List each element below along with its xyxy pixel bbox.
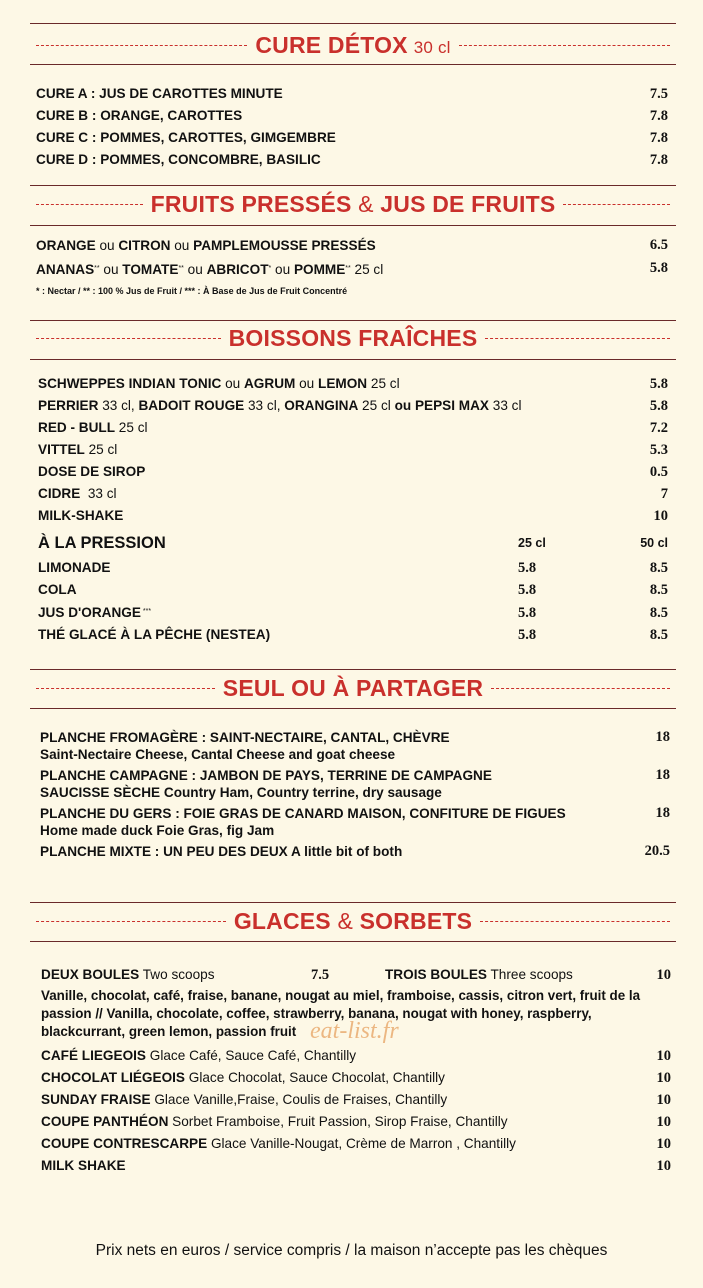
price-50: 8.5 [649,627,668,643]
fruits-title-amp: & [358,190,374,217]
item-price: 7.8 [649,152,668,168]
name-part: PEPSI MAX [411,398,489,413]
item-line: PLANCHE DU GERS : FOIE GRAS DE CANARD MAISON, CONFITURE DE FIGUES [40,806,566,821]
section-rule [30,225,676,226]
footnote-mark: ** [345,265,351,272]
cure-title: CURE DÉTOX [255,31,408,58]
item-name: CURE C : POMMES, CAROTTES, GIMGEMBRE [36,130,336,145]
item-volume: 33 cl [488,398,522,413]
name-part: PAMPLEMOUSSE PRESSÉS [193,238,376,253]
item-desc: Glace Vanille,Fraise, Coulis de Fraises, Chantilly [150,1092,448,1107]
price-50: 8.5 [649,604,668,621]
menu-item [38,373,668,395]
footnote-mark: ** [94,265,100,272]
pression-item [38,557,668,579]
dash-right [491,688,670,689]
name-part: ou [183,262,207,277]
item-price: 5.8 [649,260,668,276]
item-name: MILK-SHAKE [38,508,124,523]
item-price: 5.8 [649,398,668,414]
price-25: 5.8 [518,582,537,598]
menu-item [36,83,668,105]
menu-item [36,105,668,127]
dash-left [36,688,215,689]
glaces-title-b: SORBETS [359,907,473,934]
footnote-mark: *** [140,608,152,615]
pression-col-50: 50 cl [640,536,668,550]
footer-note: Prix nets en euros / service compris / la maison n’accepte pas les chèques [95,1242,608,1259]
section-title: SEUL OU À PARTAGER [222,674,484,701]
footnote-mark: ** [178,265,184,272]
cure-list [36,83,668,171]
glaces-title-amp: & [337,907,353,934]
item-name [41,1089,447,1111]
watermark: eat-list.fr [310,1018,399,1044]
section-rule [30,185,676,186]
name-part: ou [221,376,244,391]
item-price: 7.8 [649,130,668,146]
price-25: 5.8 [518,560,537,576]
menu-item [38,505,668,527]
item-name [36,257,383,281]
partager-header [36,673,670,703]
name-part: ou [271,262,294,277]
name-part: ou [170,238,194,253]
item-name [41,1045,356,1067]
section-title [226,908,480,935]
menu-item [41,1155,671,1177]
menu-item [38,483,668,505]
item-price: 6.5 [649,237,668,253]
glaces-header [36,906,670,936]
name-part: ORANGINA [284,398,359,413]
item-price: 18 [655,767,670,783]
section-rule [30,669,676,670]
section-title [247,32,458,59]
footnote: * : Nectar / ** : 100 % Jus de Fruit / *** : À Base de Jus de Fruit Concentré [36,286,348,296]
scoops-row [41,965,671,985]
item-price: 10 [656,1114,671,1130]
item-name: CURE D : POMMES, CONCOMBRE, BASILIC [36,152,321,167]
menu-item [38,395,668,417]
item-name [38,624,518,646]
menu-item [36,234,668,257]
item-name [38,601,518,624]
menu-item [40,767,670,801]
price-50: 8.5 [649,582,668,598]
item-name [40,767,492,801]
name-part: AGRUM [243,376,296,391]
item-line: PLANCHE CAMPAGNE : JAMBON DE PAYS, TERRINE DE CAMPAGNE [40,768,492,783]
name-part: ou [295,376,319,391]
name-part: LIMONADE [38,560,111,575]
item-name [38,373,400,395]
menu-item [41,1111,671,1133]
name-part: DEUX BOULES [41,967,140,982]
item-translation: Home made duck Foie Gras, fig Jam [40,823,275,838]
pression-item [38,601,668,624]
item-price: 7.8 [649,108,668,124]
section-title: BOISSONS FRAÎCHES [228,324,478,351]
pression-header [38,529,668,557]
trois-boules [385,965,657,985]
item-name [38,439,117,461]
item-name [38,579,518,601]
dash-right [480,921,670,922]
item-desc: Glace Chocolat, Sauce Chocolat, Chantilly [185,1070,445,1085]
name-part: CAFÉ LIEGEOIS [41,1048,146,1063]
menu-item [40,805,670,839]
item-name [38,395,521,417]
item-translation: Three scoops [486,967,573,982]
name-part: ANANAS [36,262,95,277]
item-price: 10 [656,1048,671,1064]
item-price: 5.8 [649,376,668,392]
name-part: BADOIT ROUGE [138,398,245,413]
item-translation [40,784,492,801]
name-part: PERRIER [38,398,99,413]
item-volume: 25 cl [358,398,395,413]
item-price: 10 [656,1070,671,1086]
item-price: 7.2 [649,420,668,436]
fruits-title-b: JUS DE FRUITS [380,190,556,217]
item-name: CURE A : JUS DE CAROTTES MINUTE [36,86,283,101]
glaces-list [41,965,671,1177]
section-title [143,191,564,218]
item-name [40,805,566,839]
item-name [41,1067,445,1089]
item-translation: Saint-Nectaire Cheese, Cantal Cheese and goat cheese [40,747,396,762]
name-part: SAUCISSE SÈCHE [40,785,161,800]
cure-volume: 30 cl [413,37,451,57]
name-part: ou [95,238,119,253]
pression-item [38,579,668,601]
name-part: ou [99,262,123,277]
section-rule [30,23,676,24]
section-rule [30,64,676,65]
pression-title: À LA PRESSION [38,534,166,552]
boissons-list [38,373,668,646]
item-name [41,1133,516,1155]
item-volume: 33 cl, [98,398,139,413]
item-volume: 33 cl, [244,398,285,413]
name-part: SUNDAY FRAISE [41,1092,151,1107]
deux-boules [41,965,311,985]
name-part: COLA [38,582,77,597]
section-rule [30,941,676,942]
item-name [38,483,117,505]
menu-item [40,843,670,860]
item-name [40,729,450,763]
dash-right [563,204,670,205]
dash-left [36,204,143,205]
menu-item [41,1133,671,1155]
item-name: CURE B : ORANGE, CAROTTES [36,108,243,123]
name-part: CHOCOLAT LIÉGEOIS [41,1070,185,1085]
glaces-title-a: GLACES [233,907,331,934]
dash-left [36,338,221,339]
menu-item [36,257,668,281]
menu-item [41,1089,671,1111]
cure-header [36,30,670,60]
name-part: COUPE CONTRESCARPE [41,1136,208,1151]
fruits-list [36,234,668,299]
name-part: JUS D'ORANGE [38,605,141,620]
name-part: ou [394,398,412,413]
item-desc: Glace Vanille-Nougat, Crème de Marron , Chantilly [207,1136,516,1151]
item-translation: Two scoops [139,967,215,982]
name-part: MILK SHAKE [41,1158,126,1173]
item-price: 18 [655,729,670,745]
name-part: VITTEL [38,442,85,457]
name-part: THÉ GLACÉ À LA PÊCHE (NESTEA) [38,627,271,642]
flavor-list: Vanille, chocolat, café, fraise, banane, nougat au miel, framboise, cassis, citron vert, fruit de la passion // Vanilla, chocolate, coffee, strawberry, banana, nougat with honey, raspberry, blackcurrant, green lemon, passion fruit [41,988,641,1039]
fruits-header [36,189,670,219]
item-price: 10 [653,508,668,524]
boissons-header [36,323,670,353]
item-price: 0.5 [649,464,668,480]
menu-item [38,417,668,439]
item-volume: 25 cl [84,442,118,457]
section-rule [30,708,676,709]
item-name [41,1111,508,1133]
section-rule [30,320,676,321]
item-name [36,234,376,257]
item-price: 7.5 [649,86,668,102]
item-name: DOSE DE SIROP [38,464,146,479]
item-price: 10 [656,1158,671,1174]
menu-item [36,127,668,149]
item-name [40,843,402,860]
name-part: TOMATE [122,262,179,277]
name-part: SCHWEPPES INDIAN TONIC [38,376,222,391]
name-part: POMME [293,262,346,277]
menu-item [38,439,668,461]
partager-list [40,729,670,864]
item-volume: 25 cl [115,420,148,435]
dash-left [36,45,247,46]
item-name [41,1155,126,1177]
price-25: 5.8 [518,604,537,621]
pression-item [38,624,668,646]
dash-left [36,921,226,922]
item-volume: 25 cl [367,376,400,391]
fruits-title-a: FRUITS PRESSÉS [150,190,352,217]
item-price: 5.3 [649,442,668,458]
item-name [38,557,518,579]
pression-col-25: 25 cl [518,536,546,550]
price-25: 5.8 [518,627,537,643]
item-price: 18 [655,805,670,821]
trois-boules-price: 10 [656,967,671,983]
name-part: RED - BULL [38,420,116,435]
name-part: TROIS BOULES [385,967,487,982]
menu-item [36,149,668,171]
item-price: 20.5 [644,843,670,859]
item-line: PLANCHE FROMAGÈRE : SAINT-NECTAIRE, CANTAL, CHÈVRE [40,730,450,745]
section-rule [30,359,676,360]
item-name [38,417,148,439]
name-part: ABRICOT [206,262,269,277]
item-volume: 25 cl [350,262,384,277]
name-part: Country Ham, Country terrine, dry sausage [160,785,442,800]
name-part: ORANGE [36,238,96,253]
item-desc: Sorbet Framboise, Fruit Passion, Sirop Fraise, Chantilly [168,1114,508,1129]
name-part: CIDRE [38,486,81,501]
price-50: 8.5 [649,560,668,576]
item-line: PLANCHE MIXTE : UN PEU DES DEUX A little bit of both [40,844,403,859]
name-part: CITRON [118,238,171,253]
section-rule [30,902,676,903]
item-price: 7 [660,486,668,502]
menu-item [38,461,668,483]
footnote-mark: * [268,265,272,272]
item-volume: 33 cl [80,486,117,501]
menu-item [40,729,670,763]
dash-right [459,45,670,46]
item-price: 10 [656,1092,671,1108]
menu-item [41,1045,671,1067]
dash-right [485,338,670,339]
deux-boules-price: 7.5 [311,967,330,983]
name-part: COUPE PANTHÉON [41,1114,169,1129]
item-desc: Glace Café, Sauce Café, Chantilly [146,1048,357,1063]
name-part: LEMON [318,376,368,391]
item-price: 10 [656,1136,671,1152]
menu-item [41,1067,671,1089]
